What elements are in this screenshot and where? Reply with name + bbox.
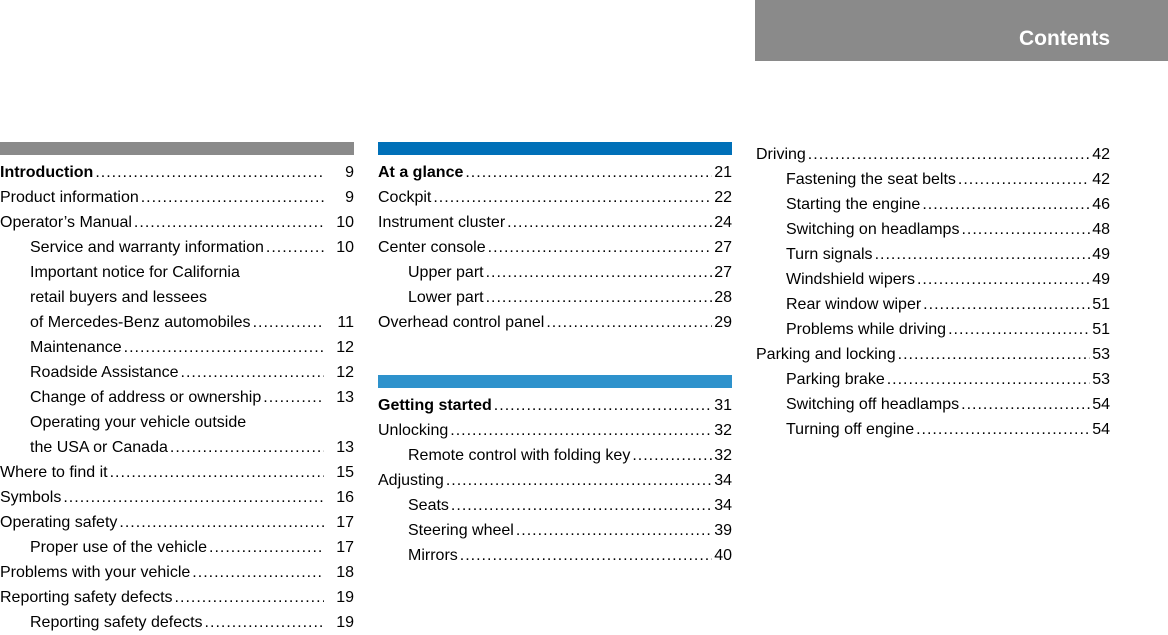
toc-entry-label: Turn signals: [786, 246, 873, 263]
toc-entry[interactable]: [756, 217, 1110, 242]
toc-dot-leader: [205, 610, 324, 635]
toc-dot-leader: [507, 210, 712, 235]
toc-entry-page: 48: [1092, 221, 1110, 238]
toc-dot-leader: [170, 435, 324, 460]
toc-dot-leader: [922, 192, 1090, 217]
toc-entry-page: 53: [1092, 346, 1110, 363]
toc-entry[interactable]: [0, 485, 354, 510]
toc-entry[interactable]: [378, 393, 732, 418]
toc-dot-leader: [460, 543, 712, 568]
toc-entry[interactable]: [0, 510, 354, 535]
toc-entry-page: 19: [336, 589, 354, 606]
toc-dot-leader: [961, 217, 1090, 242]
toc-entry-page: 16: [336, 489, 354, 506]
toc-dot-leader: [917, 267, 1090, 292]
toc-dot-leader: [961, 392, 1090, 417]
toc-entry[interactable]: [0, 310, 354, 335]
toc-entry-page: 17: [336, 514, 354, 531]
toc-dot-leader: [110, 460, 324, 485]
toc-entry[interactable]: [0, 585, 354, 610]
toc-entry-label: Turning off engine: [786, 421, 915, 438]
toc-entry[interactable]: [756, 167, 1110, 192]
toc-dot-leader: [209, 535, 324, 560]
toc-entry[interactable]: [0, 435, 354, 460]
toc-entry-label: retail buyers and lessees: [30, 289, 207, 306]
toc-entry[interactable]: [756, 142, 1110, 167]
toc-entry[interactable]: [0, 185, 354, 210]
toc-entry[interactable]: [378, 235, 732, 260]
toc-entry-page: 13: [336, 439, 354, 456]
toc-dot-leader: [923, 292, 1090, 317]
toc-entry-page: 22: [714, 189, 732, 206]
toc-entry-page: 49: [1092, 246, 1110, 263]
toc-entry-page: 46: [1092, 196, 1110, 213]
toc-column-2: [378, 142, 732, 568]
toc-entry-label: Upper part: [408, 264, 484, 281]
toc-dot-leader: [141, 185, 324, 210]
toc-entry[interactable]: [756, 292, 1110, 317]
toc-entry[interactable]: [378, 493, 732, 518]
toc-entry-label: Problems with your vehicle: [0, 564, 191, 581]
toc-dot-leader: [958, 167, 1090, 192]
toc-dot-leader: [486, 260, 712, 285]
toc-entry-label: Cockpit: [378, 189, 432, 206]
toc-entry[interactable]: [756, 317, 1110, 342]
section-entries: [0, 160, 354, 635]
toc-entry-page: 19: [336, 614, 354, 631]
toc-entry-label: Maintenance: [30, 339, 122, 356]
toc-entry-page: 12: [336, 364, 354, 381]
toc-entry-label: Operating safety: [0, 514, 118, 531]
toc-entry[interactable]: [0, 385, 354, 410]
section-bar: [0, 142, 354, 155]
toc-entry-label: Rear window wiper: [786, 296, 922, 313]
toc-dot-leader: [546, 310, 712, 335]
toc-entry[interactable]: [0, 460, 354, 485]
toc-entry-page: 51: [1092, 296, 1110, 313]
toc-entry[interactable]: [0, 335, 354, 360]
toc-entry-page: 34: [714, 497, 732, 514]
toc-dot-leader: [465, 160, 712, 185]
toc-dot-leader: [632, 443, 712, 468]
toc-entry-label: Important notice for California: [30, 264, 240, 281]
toc-dot-leader: [134, 210, 324, 235]
toc-dot-leader: [446, 468, 712, 493]
toc-entry-label: Seats: [408, 497, 449, 514]
toc-dot-leader: [253, 310, 324, 335]
toc-entry-label: Overhead control panel: [378, 314, 545, 331]
toc-dot-leader: [124, 335, 324, 360]
toc-dot-leader: [192, 560, 324, 585]
toc-entry[interactable]: [756, 242, 1110, 267]
toc-entry-label: Problems while driving: [786, 321, 947, 338]
toc-entry-label: Operator’s Manual: [0, 214, 132, 231]
toc-entry-label: Service and warranty information: [30, 239, 264, 256]
toc-entry-label: At a glance: [378, 164, 464, 181]
toc-entry[interactable]: [0, 210, 354, 235]
toc-dot-leader: [898, 342, 1090, 367]
toc-entry-label: Adjusting: [378, 472, 444, 489]
toc-dot-leader: [266, 235, 324, 260]
section-gap: [378, 335, 732, 375]
toc-entry[interactable]: [378, 468, 732, 493]
toc-entry-page: 9: [345, 189, 354, 206]
toc-entry-page: 53: [1092, 371, 1110, 388]
toc-column-3: [756, 142, 1110, 442]
toc-entry-page: 15: [336, 464, 354, 481]
toc-dot-leader: [948, 317, 1090, 342]
toc-entry[interactable]: [378, 185, 732, 210]
section-entries: [756, 142, 1110, 442]
toc-entry[interactable]: [756, 342, 1110, 367]
toc-entry-page: 49: [1092, 271, 1110, 288]
toc-entry-page: 12: [336, 339, 354, 356]
toc-entry[interactable]: [756, 192, 1110, 217]
toc-entry-page: 51: [1092, 321, 1110, 338]
toc-entry[interactable]: [0, 560, 354, 585]
toc-entry-label: Roadside Assistance: [30, 364, 179, 381]
toc-entry-page: 11: [337, 314, 354, 331]
toc-entry[interactable]: [0, 235, 354, 260]
toc-dot-leader: [450, 418, 712, 443]
toc-dot-leader: [119, 510, 324, 535]
toc-entry[interactable]: [0, 360, 354, 385]
toc-entry-page: 54: [1092, 396, 1110, 413]
toc-dot-leader: [181, 360, 324, 385]
section-bar: [378, 142, 732, 155]
toc-entry[interactable]: [756, 367, 1110, 392]
toc-entry-label: Symbols: [0, 489, 62, 506]
toc-entry-label: Mirrors: [408, 547, 458, 564]
toc-entry[interactable]: [378, 260, 732, 285]
toc-entry-label: Driving: [756, 146, 806, 163]
toc-entry[interactable]: [378, 518, 732, 543]
toc-entry-label: Change of address or ownership: [30, 389, 262, 406]
toc-entry[interactable]: [378, 418, 732, 443]
toc-entry-page: 28: [714, 289, 732, 306]
toc-entry-page: 10: [336, 239, 354, 256]
toc-entry-page: 42: [1092, 171, 1110, 188]
toc-dot-leader: [486, 285, 712, 310]
toc-dot-leader: [175, 585, 324, 610]
section-entries: [378, 160, 732, 335]
toc-entry-label: Unlocking: [378, 422, 449, 439]
toc-entry[interactable]: [0, 285, 354, 310]
toc-entry-page: 10: [336, 214, 354, 231]
toc-entry[interactable]: [0, 260, 354, 285]
toc-entry[interactable]: [756, 417, 1110, 442]
toc-dot-leader: [263, 385, 324, 410]
toc-entry-page: 21: [714, 164, 732, 181]
toc-entry-page: 9: [345, 164, 354, 181]
toc-entry-label: Where to find it: [0, 464, 108, 481]
toc-entry-label: Fastening the seat belts: [786, 171, 956, 188]
toc-dot-leader: [433, 185, 712, 210]
toc-entry[interactable]: [756, 267, 1110, 292]
section-entries: [378, 393, 732, 568]
toc-dot-leader: [494, 393, 712, 418]
toc-dot-leader: [95, 160, 324, 185]
toc-dot-leader: [887, 367, 1090, 392]
toc-entry-page: 40: [714, 547, 732, 564]
toc-entry-label: Starting the engine: [786, 196, 921, 213]
toc-dot-leader: [516, 518, 712, 543]
toc-entry-page: 31: [714, 397, 732, 414]
toc-entry-label: Windshield wipers: [786, 271, 915, 288]
toc-entry[interactable]: [378, 443, 732, 468]
toc-entry-label: Steering wheel: [408, 522, 514, 539]
toc-entry-label: Product information: [0, 189, 139, 206]
section-bar: [378, 375, 732, 388]
toc-entry-page: 39: [714, 522, 732, 539]
toc-entry-label: Parking and locking: [756, 346, 896, 363]
toc-entry-label: Lower part: [408, 289, 484, 306]
toc-entry[interactable]: [0, 410, 354, 435]
toc-entry[interactable]: [0, 535, 354, 560]
toc-entry-label: Switching off headlamps: [786, 396, 960, 413]
toc-entry-page: 18: [336, 564, 354, 581]
toc-dot-leader: [63, 485, 324, 510]
toc-entry-label: Reporting safety defects: [0, 589, 173, 606]
toc-entry-label: of Mercedes-Benz automobiles: [30, 314, 251, 331]
toc-column-1: [0, 142, 354, 635]
toc-entry-page: 54: [1092, 421, 1110, 438]
toc-entry-label: Reporting safety defects: [30, 614, 203, 631]
toc-entry-page: 27: [714, 264, 732, 281]
toc-dot-leader: [916, 417, 1090, 442]
toc-entry-page: 32: [714, 447, 732, 464]
toc-entry-label: Operating your vehicle outside: [30, 414, 247, 431]
toc-entry-label: Parking brake: [786, 371, 885, 388]
toc-entry[interactable]: [0, 610, 354, 635]
toc-entry-label: Proper use of the vehicle: [30, 539, 207, 556]
toc-entry-page: 27: [714, 239, 732, 256]
toc-entry-label: Instrument cluster: [378, 214, 506, 231]
toc-entry[interactable]: [756, 392, 1110, 417]
toc-dot-leader: [451, 493, 712, 518]
toc-entry[interactable]: [378, 285, 732, 310]
toc-entry-label: Introduction: [0, 164, 94, 181]
toc-entry-page: 17: [336, 539, 354, 556]
toc-entry[interactable]: [378, 210, 732, 235]
toc-entry[interactable]: [378, 543, 732, 568]
toc-entry-label: Switching on headlamps: [786, 221, 960, 238]
page-title: Contents: [1019, 27, 1110, 50]
toc-entry[interactable]: [378, 310, 732, 335]
toc-entry-page: 13: [336, 389, 354, 406]
toc-dot-leader: [808, 142, 1090, 167]
toc-entry-page: 42: [1092, 146, 1110, 163]
toc-entry-page: 24: [714, 214, 732, 231]
toc-entry-label: Remote control with folding key: [408, 447, 631, 464]
toc-dot-leader: [875, 242, 1090, 267]
toc-dot-leader: [488, 235, 712, 260]
toc-entry[interactable]: [0, 160, 354, 185]
toc-entry-page: 32: [714, 422, 732, 439]
toc-entry[interactable]: [378, 160, 732, 185]
toc-entry-label: Center console: [378, 239, 486, 256]
toc-entry-label: the USA or Canada: [30, 439, 168, 456]
toc-entry-page: 29: [714, 314, 732, 331]
toc-entry-page: 34: [714, 472, 732, 489]
toc-entry-label: Getting started: [378, 397, 492, 414]
